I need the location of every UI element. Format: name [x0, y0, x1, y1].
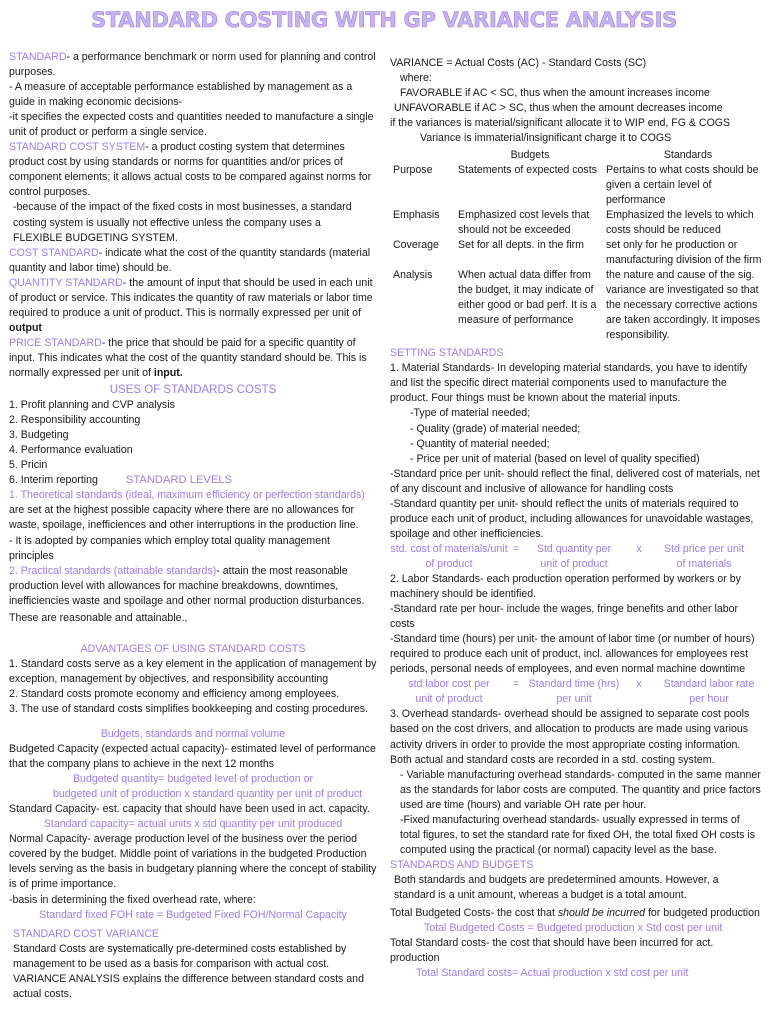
table-cell-budgets: Set for all depts. in the firm	[458, 239, 585, 252]
standards-and-budgets-heading: STANDARDS AND BUDGETS	[390, 858, 534, 871]
theoretical-standards-note: - It is adopted by companies which employ total quality management principles	[9, 534, 330, 562]
fixed-overhead-basis: -basis in determining the fixed overhead rate, where:	[9, 893, 256, 906]
term-standard: STANDARD	[9, 51, 67, 63]
practical-standards: 2. Practical standards (attainable standards)- attain the most reasonable production level with allowances for machine breakdowns, downtimes, inefficiencies waste and spoilage and other normal production disturbances.	[9, 564, 365, 607]
scs-note: -because of the impact of the fixed costs in most businesses, a standard costing system is usually not effective unless the company uses a	[13, 201, 352, 229]
labor-cost-formula: std labor cost per = Standard time (hrs) x Standard labor rate unit of product per unit per hour	[408, 678, 755, 706]
standard-bullet: -it specifies the expected costs and quantities needed to manufacture a single unit of product or perform a single service.	[9, 111, 374, 139]
material-cost-formula: std. cost of materials/unit = Std quantity per x Std price per unit of product unit of product of materials	[390, 542, 745, 570]
cost-standard-definition: COST STANDARD- indicate what the cost of the quantity standards (material quantity and labor time) should be.	[9, 246, 371, 274]
total-standard-costs-formula: Total Standard costs= Actual production x std cost per unit	[416, 967, 689, 980]
setting-standards-heading: SETTING STANDARDS	[390, 347, 504, 360]
standard-cost-system-definition: STANDARD COST SYSTEM- a product costing system that determines product cost by using standards or norms for quantities and/or prices of component elements; it allows actual costs to be compared against norms for control purposes.	[9, 141, 372, 199]
uses-heading: USES OF STANDARDS COSTS	[109, 384, 277, 397]
table-cell-budgets: Emphasized cost levels that should not be exceeded	[458, 209, 590, 237]
budgets-heading: Budgets, standards and normal volume	[100, 728, 286, 741]
budgeted-quantity-formula-2: budgeted unit of production x standard quantity per unit of product	[53, 788, 363, 801]
theoretical-standards-heading: 1. Theoretical standards (ideal, maximum efficiency or perfection standards)	[9, 489, 365, 502]
material-item: - Quality (grade) of material needed;	[410, 422, 581, 435]
table-row-label: Coverage	[393, 239, 439, 252]
flexible-budgeting-system: FLEXIBLE BUDGETING SYSTEM.	[13, 231, 178, 244]
term-cost-standard: COST STANDARD	[9, 246, 99, 259]
table-cell-standards: set only for he production or manufacturing division of the firm	[606, 239, 762, 267]
right-column	[390, 56, 762, 981]
advantages-item: 3. The use of standard costs simplifies bookkeeping and costing procedures.	[9, 702, 369, 715]
uses-item: 5. Pricin	[9, 459, 48, 472]
std-quantity-per-unit: -Standard quantity per unit- should reflect the units of materials required to produce each unit of product, including allowances for unavoidable wastages, spoilage and other inefficiencies.	[390, 497, 754, 540]
table-row-label: Analysis	[393, 269, 433, 282]
table-cell-budgets: When actual data differ from the budget, it may indicate of either good or bad perf. It is a measure of performance	[458, 269, 597, 327]
budgets-vs-standards-table	[390, 148, 762, 343]
std-price-per-unit: -Standard price per unit- should reflect the final, delivered cost of materials, net of any discount and inclusive of allowance for handling costs	[390, 467, 760, 495]
material-item: - Quantity of material needed;	[410, 437, 550, 450]
price-standard-definition: PRICE STANDARD- the price that should be paid for a specific quantity of input. This indicates what the cost of the quantity standard should be. This is normally expressed per unit of input.	[9, 336, 367, 379]
left-column	[9, 50, 377, 1002]
table-row-label: Emphasis	[393, 209, 440, 222]
uses-item: 3. Budgeting	[9, 429, 69, 442]
fixed-overhead-standards: -Fixed manufacturing overhead standards- usually expressed in terms of total figures, to set the standard rate for fixed OH, the total fixed OH costs is computed using the practical (or normal) capacity level as the base.	[400, 813, 756, 856]
total-standard-costs: Total Standard costs- the cost that should have been incurred for act. production	[390, 937, 714, 965]
uses-item: 1. Profit planning and CVP analysis	[9, 399, 175, 412]
overhead-standards-intro: 3. Overhead standards- overhead should be assigned to separate cost pools based on the cost drivers, and allocation to products are made using various activity drivers in order to provide the most appropriate costing information. Both actual and standard costs are recorded in a std. costing system.	[390, 708, 750, 766]
variance-formula: VARIANCE = Actual Costs (AC) - Standard Costs (SC)	[390, 57, 647, 69]
total-budgeted-costs: Total Budgeted Costs- the cost that should be incurred for budgeted production	[390, 907, 760, 920]
table-cell-standards: Pertains to what costs should be given a certain level of performance	[606, 164, 759, 207]
theoretical-standards-body: are set at the highest possible capacity where there are no allowances for waste, spoilage, inefficiences and other interruptions in the production line.	[9, 504, 359, 532]
standard-capacity-formula: Standard capacity= actual units x std quantity per unit produced	[43, 818, 343, 831]
budgeted-capacity: Budgeted Capacity (expected actual capacity)- estimated level of performance that the company plans to achieve in the next 12 months	[9, 743, 376, 771]
normal-capacity: Normal Capacity- average production level of the business over the period covered by the budget. Middle point of variations in the budgeted Production levels serving as the basis in budgetary planning where the concept of stability is of prime importance.	[9, 833, 377, 891]
standard-definition: STANDARD- a performance benchmark or norm used for planning and control purposes.	[9, 51, 376, 79]
labor-standards-intro: 2. Labor Standards- each production operation performed by workers or by machinery should be identified.	[390, 572, 741, 601]
standard-cost-variance-heading: STANDARD COST VARIANCE	[13, 927, 159, 940]
term-price-standard: PRICE STANDARD	[9, 336, 102, 349]
table-cell-standards: the nature and cause of the sig. variance are investigated so that the necessary corrective actions are taken accordingly. It imposes responsibility.	[606, 269, 761, 342]
practical-standards-note: These are reasonable and attainable.,	[9, 611, 188, 624]
table-cell-standards: Emphasized the levels to which costs should be reduced	[606, 209, 754, 237]
uses-item: 2. Responsibility accounting	[9, 414, 141, 427]
material-item: - Price per unit of material (based on level of quality specified)	[410, 452, 700, 465]
standard-bullet: - A measure of acceptable performance established by management as a guide in making economic decisions-	[9, 81, 353, 109]
table-cell-budgets: Statements of expected costs	[458, 164, 597, 177]
unfavorable-variance: UNFAVORABLE if AC > SC, thus when the amount decreases income	[394, 102, 723, 115]
material-item: -Type of material needed;	[410, 407, 531, 420]
material-standards-intro: 1. Material Standards- In developing material standards, you have to identify and list the specific direct material components used to manufacture the product. Four things must be known about the material inputs.	[390, 362, 748, 405]
variance-where: where:	[400, 72, 432, 85]
standard-cost-variance-body: Standard Costs are systematically pre-determined costs established by management to be used as a basis for comparison with actual cost.	[13, 942, 347, 970]
labor-rate-per-hour: -Standard rate per hour- include the wages, fringe benefits and other labor costs	[390, 603, 739, 631]
budgeted-quantity-formula: Budgeted quantity= budgeted level of production or	[72, 773, 313, 786]
standard-levels-heading: STANDARD LEVELS	[125, 474, 233, 487]
total-budgeted-costs-formula: Total Budgeted Costs = Budgeted production x Std cost per unit	[424, 922, 723, 935]
advantages-item: 2. Standard costs promote economy and efficiency among employees.	[9, 687, 340, 700]
uses-item: 6. Interim reporting STANDARD LEVELS	[9, 474, 233, 487]
standards-and-budgets-body: Both standards and budgets are predetermined amounts. However, a standard is a unit amount, whereas a budget is a total amount.	[394, 873, 719, 901]
advantages-heading: ADVANTAGES OF USING STANDARD COSTS	[80, 642, 306, 655]
quantity-standard-definition: QUANTITY STANDARD- the amount of input that should be used in each unit of product or service. This indicates the quantity of raw materials or labor time required to produce a unit of product. This is normally expressed per unit of	[9, 276, 373, 319]
standard-capacity: Standard Capacity- est. capacity that should have been used in act. capacity.	[9, 803, 370, 816]
table-header-budgets: Budgets	[510, 149, 550, 162]
variable-overhead-standards: - Variable manufacturing overhead standards- computed in the same manner as the standards for labor costs are computed. The quantity and price factors used are time (hours) and variable OH rate per hour.	[400, 768, 761, 811]
advantages-item: 1. Standard costs serve as a key element in the application of management by exception, management by objectives, and responsibility accounting	[9, 657, 377, 685]
fixed-foh-rate-formula: Standard fixed FOH rate = Budgeted Fixed FOH/Normal Capacity	[39, 908, 347, 921]
favorable-variance: FAVORABLE if AC < SC, thus when the amount increases income	[400, 87, 710, 100]
practical-standards-heading: 2. Practical standards (attainable standards)	[9, 564, 217, 577]
table-row-label: Purpose	[393, 164, 433, 177]
quantity-standard-output: output	[9, 321, 42, 334]
uses-item: 4. Performance evaluation	[9, 444, 133, 457]
table-header-standards: Standards	[663, 149, 713, 162]
immaterial-variance-rule: Variance is immaterial/insignificant charge it to COGS	[420, 132, 672, 145]
page-title: STANDARD COSTING WITH GP VARIANCE ANALYSIS	[91, 8, 677, 32]
term-standard-cost-system: STANDARD COST SYSTEM	[9, 141, 146, 154]
variance-analysis-definition: VARIANCE ANALYSIS explains the difference between standard costs and actual costs.	[13, 972, 364, 1000]
labor-time-per-unit: -Standard time (hours) per unit- the amount of labor time (or number of hours) required to produce each unit of product, incl. allowances for employees rest periods, personal needs of employees, and even normal machine downtime	[390, 633, 755, 676]
material-variance-rule: if the variances is material/significant allocate it to WIP end, FG & COGS	[390, 117, 731, 130]
term-quantity-standard: QUANTITY STANDARD	[9, 276, 123, 289]
